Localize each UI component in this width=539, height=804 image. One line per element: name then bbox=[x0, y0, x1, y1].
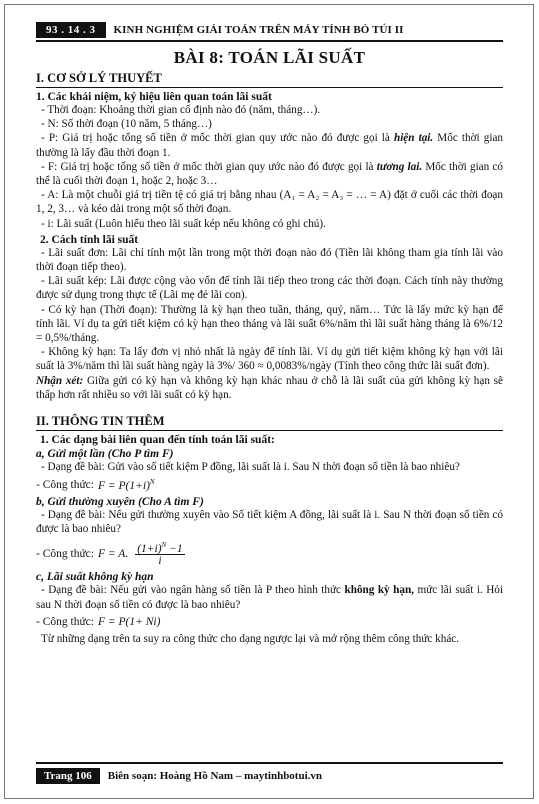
subheading-concepts: 1. Các khái niệm, ký hiệu liên quan toán lãi suất bbox=[36, 91, 272, 103]
header-title: KINH NGHIỆM GIẢI TOÁN TRÊN MÁY TÍNH BỎ TÚI II bbox=[113, 24, 404, 36]
form-b-formula: - Công thức: F = A. $\frac{(1+i)^N -1}{i}$ bbox=[36, 540, 183, 568]
subheading-calculation: 2. Cách tính lãi suất bbox=[40, 233, 139, 246]
concept-line-1: - Thời đoạn: Khoảng thời gian cố định nào đó (năm, tháng…). bbox=[41, 104, 321, 116]
form-b-text: - Dạng đề bài: Nếu gửi thường xuyên vào Số tiết kiệm A đồng, lãi suất là i. Sau N thời đoạn số tiền có được là bao nhiêu? bbox=[36, 509, 503, 536]
concept-line-6: - i: Lãi suất (Luôn hiểu theo lãi suất kép nếu không có ghi chú). bbox=[41, 217, 326, 230]
footer-author: Biên soạn: Hoàng Hồ Nam – maytinhbotui.vn bbox=[107, 770, 323, 782]
page-header bbox=[36, 20, 503, 42]
form-c-formula: - Công thức: F = P(1+ Ni) bbox=[36, 615, 161, 628]
calc-line-4: - Không kỳ hạn: Ta lấy đơn vị nhỏ nhất là ngày để tính lãi. Ví dụ gửi tiết kiệm không kỳ hạn với lãi suất là 3%/năm thì lãi suất hàng ngày là 3%/ 360 ≈ 0,0083%/ngày (Tính theo công thức lãi suất đơn). bbox=[36, 346, 503, 373]
calc-line-2: - Lãi suất kép: Lãi được cộng vào vốn để tính lãi tiếp theo trong các thời đoạn. Cách tính này thường được sử dụng trong thực tế (Lãi mẹ đẻ lãi con). bbox=[36, 275, 503, 302]
page-number: Trang 106 bbox=[36, 768, 100, 784]
term-present: hiện tại. bbox=[393, 132, 434, 145]
form-c-heading: c, Lãi suất không kỳ hạn bbox=[36, 571, 154, 584]
document-page bbox=[36, 20, 503, 646]
form-c-text: - Dạng đề bài: Nếu gửi vào ngân hàng số tiền là P theo hình thức không kỳ hạn, mức lãi suất i. Hỏi sau N thời đoạn số tiền có được là bao nhiêu? bbox=[36, 584, 503, 611]
closing-text: Từ những dạng trên ta suy ra công thức cho dạng ngược lại và mở rộng thêm công thức khác. bbox=[41, 632, 460, 645]
fraction: $\frac{(1+i)^N -1}{i}$ bbox=[137, 540, 183, 568]
term-no-term: không kỳ hạn, bbox=[344, 584, 414, 597]
subheading-forms: 1. Các dạng bài liên quan đến tính toán lãi suất: bbox=[40, 434, 275, 447]
concept-line-2: - N: Số thời đoạn (10 năm, 5 tháng…) bbox=[41, 118, 212, 131]
header-number: 93 . 14 . 3 bbox=[36, 22, 106, 38]
form-a-heading: a, Gửi một lần (Cho P tìm F) bbox=[36, 448, 174, 461]
lesson-title: BÀI 8: TOÁN LÃI SUẤT bbox=[173, 48, 366, 67]
form-a-text: - Dạng đề bài: Gửi vào số tiết kiệm P đồng, lãi suất là i. Sau N thời đoạn số tiền là bao nhiêu? bbox=[41, 461, 460, 474]
form-b-heading: b, Gửi thường xuyên (Cho A tìm F) bbox=[36, 496, 204, 509]
page-footer bbox=[36, 762, 503, 784]
section-heading-1: I. CƠ SỞ LÝ THUYẾT bbox=[36, 71, 503, 88]
remark-label: Nhận xét: bbox=[36, 374, 84, 387]
concept-line-4: - F: Giá trị hoặc tổng số tiền ở mốc thời gian quy ước nào đó được gọi là tương lai. Mốc thời gian có thể là cuối thời đoạn 1, hoặc 2, hoặc 3… bbox=[36, 160, 503, 188]
remark: Nhận xét: Giữa gửi có kỳ hạn và không kỳ hạn khác nhau ở chỗ là lãi suất của gửi không kỳ hạn sẽ thấp hơn rất nhiều so với lãi suất có kỳ hạn. bbox=[36, 374, 503, 401]
term-future: tương lai. bbox=[376, 160, 423, 173]
concept-line-5: - A: Là một chuỗi giá trị tiền tệ có giá trị bằng nhau (A₁ = A₂ = A₃ = … = A) đặt ở cuối các thời đoạn 1, 2, 3… và kéo dài trong một số thời đoạn. bbox=[36, 189, 503, 216]
concept-line-3: - P: Giá trị hoặc tổng số tiền ở mốc thời gian quy ước nào đó được gọi là hiện tại. Mốc thời gian thường là lấy đầu thời đoạn 1. bbox=[36, 132, 504, 159]
calc-line-3: - Có kỳ hạn (Thời đoạn): Thường là kỳ hạn theo tuần, tháng, quý, năm… Tức là lấy mức kỳ hạn để tính lãi. Ví dụ ta gửi tiết kiệm có kỳ hạn theo tháng và lãi suất 6%/năm thì lãi suất hàng tháng là 6%/12 = 0,5%/tháng. bbox=[36, 303, 503, 345]
calc-line-1: - Lãi suất đơn: Lãi chỉ tính một lần trong một thời đoạn nào đó (Tiền lãi không tham gia tính lãi vào thời đoạn tiếp theo). bbox=[36, 246, 503, 274]
form-a-formula: - Công thức: $F = P(1+i)^N$ bbox=[36, 478, 155, 493]
section-heading-2: II. THÔNG TIN THÊM bbox=[36, 414, 503, 431]
